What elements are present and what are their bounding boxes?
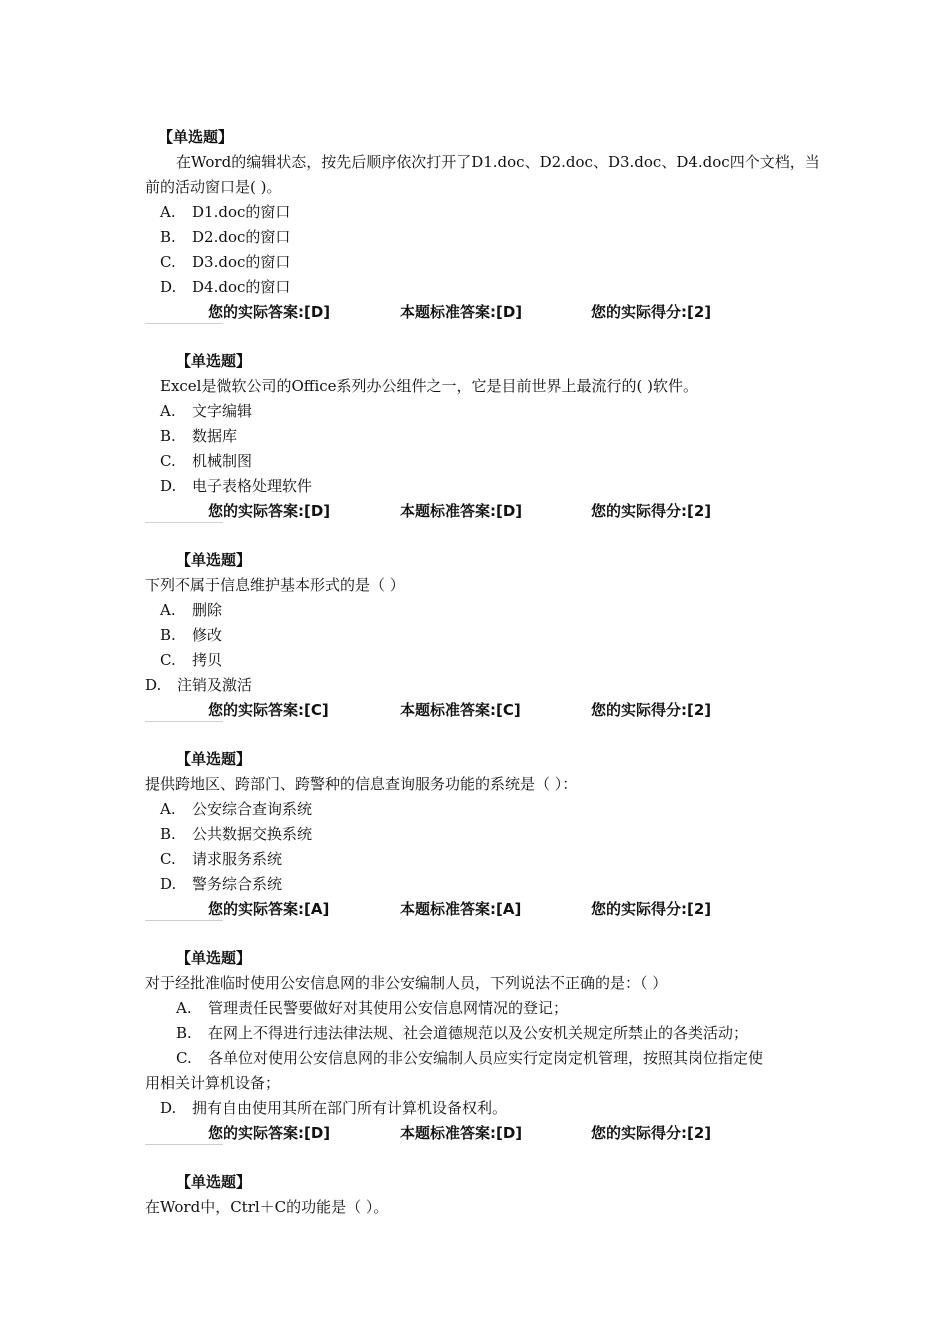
actual-answer: 您的实际答案:[C]: [208, 701, 329, 719]
option-letter: A.: [160, 402, 176, 420]
option-text: D1.doc的窗口: [192, 203, 291, 221]
question-stem: 下列不属于信息维护基本形式的是（ ）: [145, 576, 405, 594]
option-d: [160, 1098, 507, 1118]
question-stem: 在Word中，Ctrl＋C的功能是（ ）。: [145, 1198, 389, 1216]
option-text: 拥有自由使用其所在部门所有计算机设备权利。: [192, 1099, 508, 1117]
option-letter: A.: [176, 999, 192, 1017]
question-stem: 在Word的编辑状态，按先后顺序依次打开了D1.doc、D2.doc、D3.doc、D4.doc四个文档，当: [176, 153, 820, 171]
option-letter: D.: [160, 477, 177, 495]
option-text: 公安综合查询系统: [192, 800, 313, 818]
question-stem: 对于经批准临时使用公安信息网的非公安编制人员，下列说法不正确的是：（ ）: [145, 974, 668, 992]
separator-line: [145, 920, 223, 921]
option-letter: C.: [160, 452, 176, 470]
option-text: 警务综合系统: [192, 875, 283, 893]
separator-line: [145, 721, 223, 722]
question-stem: 前的活动窗口是( )。: [145, 178, 282, 196]
actual-answer: 您的实际答案:[D]: [208, 502, 331, 520]
actual-score: 您的实际得分:[2]: [591, 303, 712, 321]
option-text: 拷贝: [192, 651, 223, 669]
option-d: [160, 277, 290, 297]
option-d: [160, 874, 282, 894]
option-text: 请求服务系统: [192, 850, 283, 868]
option-letter: B.: [160, 228, 176, 246]
option-text: 在网上不得进行违法律法规、社会道德规范以及公安机关规定所禁止的各类活动；: [208, 1024, 749, 1042]
actual-score: 您的实际得分:[2]: [591, 502, 712, 520]
option-text: 公共数据交换系统: [192, 825, 313, 843]
option-letter: D.: [160, 278, 177, 296]
option-text: D2.doc的窗口: [192, 228, 291, 246]
option-text: 电子表格处理软件: [192, 477, 313, 495]
actual-answer: 您的实际答案:[A]: [208, 900, 330, 918]
actual-score: 您的实际得分:[2]: [591, 701, 712, 719]
question-stem: Excel是微软公司的Office系列办公组件之一，它是目前世界上最流行的( )软件。: [160, 377, 698, 395]
option-text: 删除: [192, 601, 223, 619]
option-d: [160, 476, 312, 496]
option-a: [176, 998, 568, 1018]
question-type: 【单选题】: [176, 352, 252, 370]
option-b: [160, 426, 237, 446]
question-type: 【单选题】: [176, 750, 252, 768]
option-c-continued: 用相关计算机设备；: [145, 1074, 281, 1092]
option-c: [160, 849, 282, 869]
option-letter: D.: [160, 875, 177, 893]
option-letter: D.: [160, 1099, 177, 1117]
option-text: 文字编辑: [192, 402, 253, 420]
actual-score: 您的实际得分:[2]: [591, 1124, 712, 1142]
option-c: [160, 252, 290, 272]
standard-answer: 本题标准答案:[D]: [400, 502, 523, 520]
option-b: [176, 1023, 748, 1043]
option-text: 数据库: [192, 427, 238, 445]
option-letter: B.: [160, 825, 176, 843]
option-letter: B.: [176, 1024, 192, 1042]
option-text: 注销及激活: [177, 676, 253, 694]
standard-answer: 本题标准答案:[D]: [400, 303, 523, 321]
option-text: 管理责任民警要做好对其使用公安信息网情况的登记；: [208, 999, 569, 1017]
option-text: D3.doc的窗口: [192, 253, 291, 271]
option-b: [160, 227, 290, 247]
standard-answer: 本题标准答案:[D]: [400, 1124, 523, 1142]
option-letter: B.: [160, 626, 176, 644]
standard-answer: 本题标准答案:[C]: [400, 701, 521, 719]
option-letter: A.: [160, 203, 176, 221]
option-letter: C.: [176, 1049, 192, 1067]
option-c: [176, 1048, 763, 1068]
option-letter: C.: [160, 651, 176, 669]
option-c: [160, 650, 222, 670]
option-a: [160, 799, 312, 819]
question-type: 【单选题】: [176, 949, 252, 967]
option-letter: C.: [160, 850, 176, 868]
question-stem: 提供跨地区、跨部门、跨警种的信息查询服务功能的系统是（ ）：: [145, 775, 578, 793]
question-type: 【单选题】: [176, 551, 252, 569]
option-d: [145, 675, 252, 695]
actual-score: 您的实际得分:[2]: [591, 900, 712, 918]
standard-answer: 本题标准答案:[A]: [400, 900, 522, 918]
option-letter: A.: [160, 800, 176, 818]
question-type: 【单选题】: [176, 1173, 252, 1191]
separator-line: [145, 1144, 223, 1145]
option-letter: C.: [160, 253, 176, 271]
option-letter: A.: [160, 601, 176, 619]
option-letter: B.: [160, 427, 176, 445]
option-a: [160, 600, 222, 620]
actual-answer: 您的实际答案:[D]: [208, 303, 331, 321]
option-b: [160, 824, 312, 844]
option-text: 各单位对使用公安信息网的非公安编制人员应实行定岗定机管理，按照其岗位指定使: [208, 1049, 764, 1067]
option-a: [160, 202, 290, 222]
option-letter: D.: [145, 676, 162, 694]
actual-answer: 您的实际答案:[D]: [208, 1124, 331, 1142]
option-text: 机械制图: [192, 452, 253, 470]
separator-line: [145, 323, 223, 324]
option-text: 修改: [192, 626, 223, 644]
separator-line: [145, 522, 223, 523]
option-c: [160, 451, 252, 471]
question-type: 【单选题】: [158, 128, 234, 146]
option-text: D4.doc的窗口: [192, 278, 291, 296]
option-a: [160, 401, 252, 421]
option-b: [160, 625, 222, 645]
